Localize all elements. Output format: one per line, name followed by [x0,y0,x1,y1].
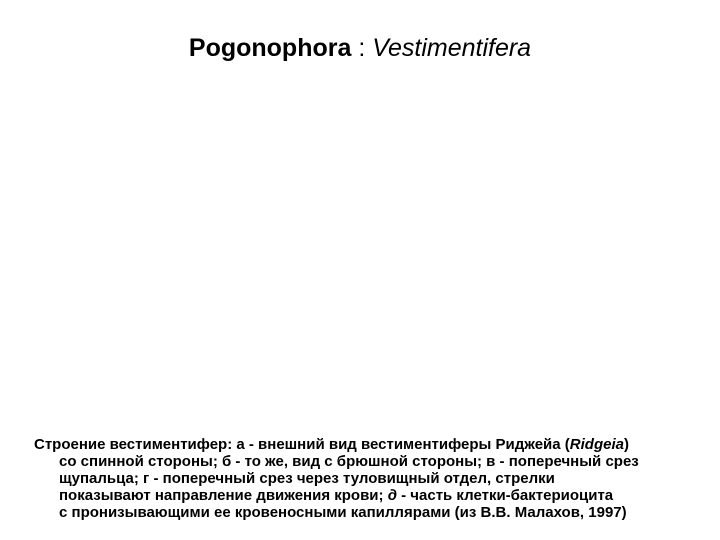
caption-genus-name: Ridgeia [569,436,624,453]
caption-line-1-text-a: Строение вестиментифер: а - внешний вид вестиментиферы Риджейа ( [34,436,570,453]
caption-letter-d: д [387,487,397,504]
caption-line-3: щупальца; г - поперечный срез через туловищный отдел, стрелки [59,470,555,487]
figure-image-area [30,80,690,425]
caption-line-4-text-a: показывают направление движения крови; [59,487,388,504]
caption-line-5: с пронизывающими ее кровеносными капиллярами (из В.В. Малахов, 1997) [59,504,627,521]
caption-line-4 [34,487,694,504]
caption-line-1 [34,436,694,453]
title-main: Pogonophora [188,34,352,62]
caption-line-2: со спинной стороны; б - то же, вид с брюшной стороны; в - поперечный срез [59,453,639,470]
caption-line-1-text-b: ) [623,436,629,453]
slide-title [0,30,720,66]
caption-line-4-text-b: - часть клетки-бактериоцита [396,487,614,504]
title-separator: : [351,34,373,62]
title-sub: Vestimentifera [372,34,532,62]
figure-caption [34,436,694,521]
